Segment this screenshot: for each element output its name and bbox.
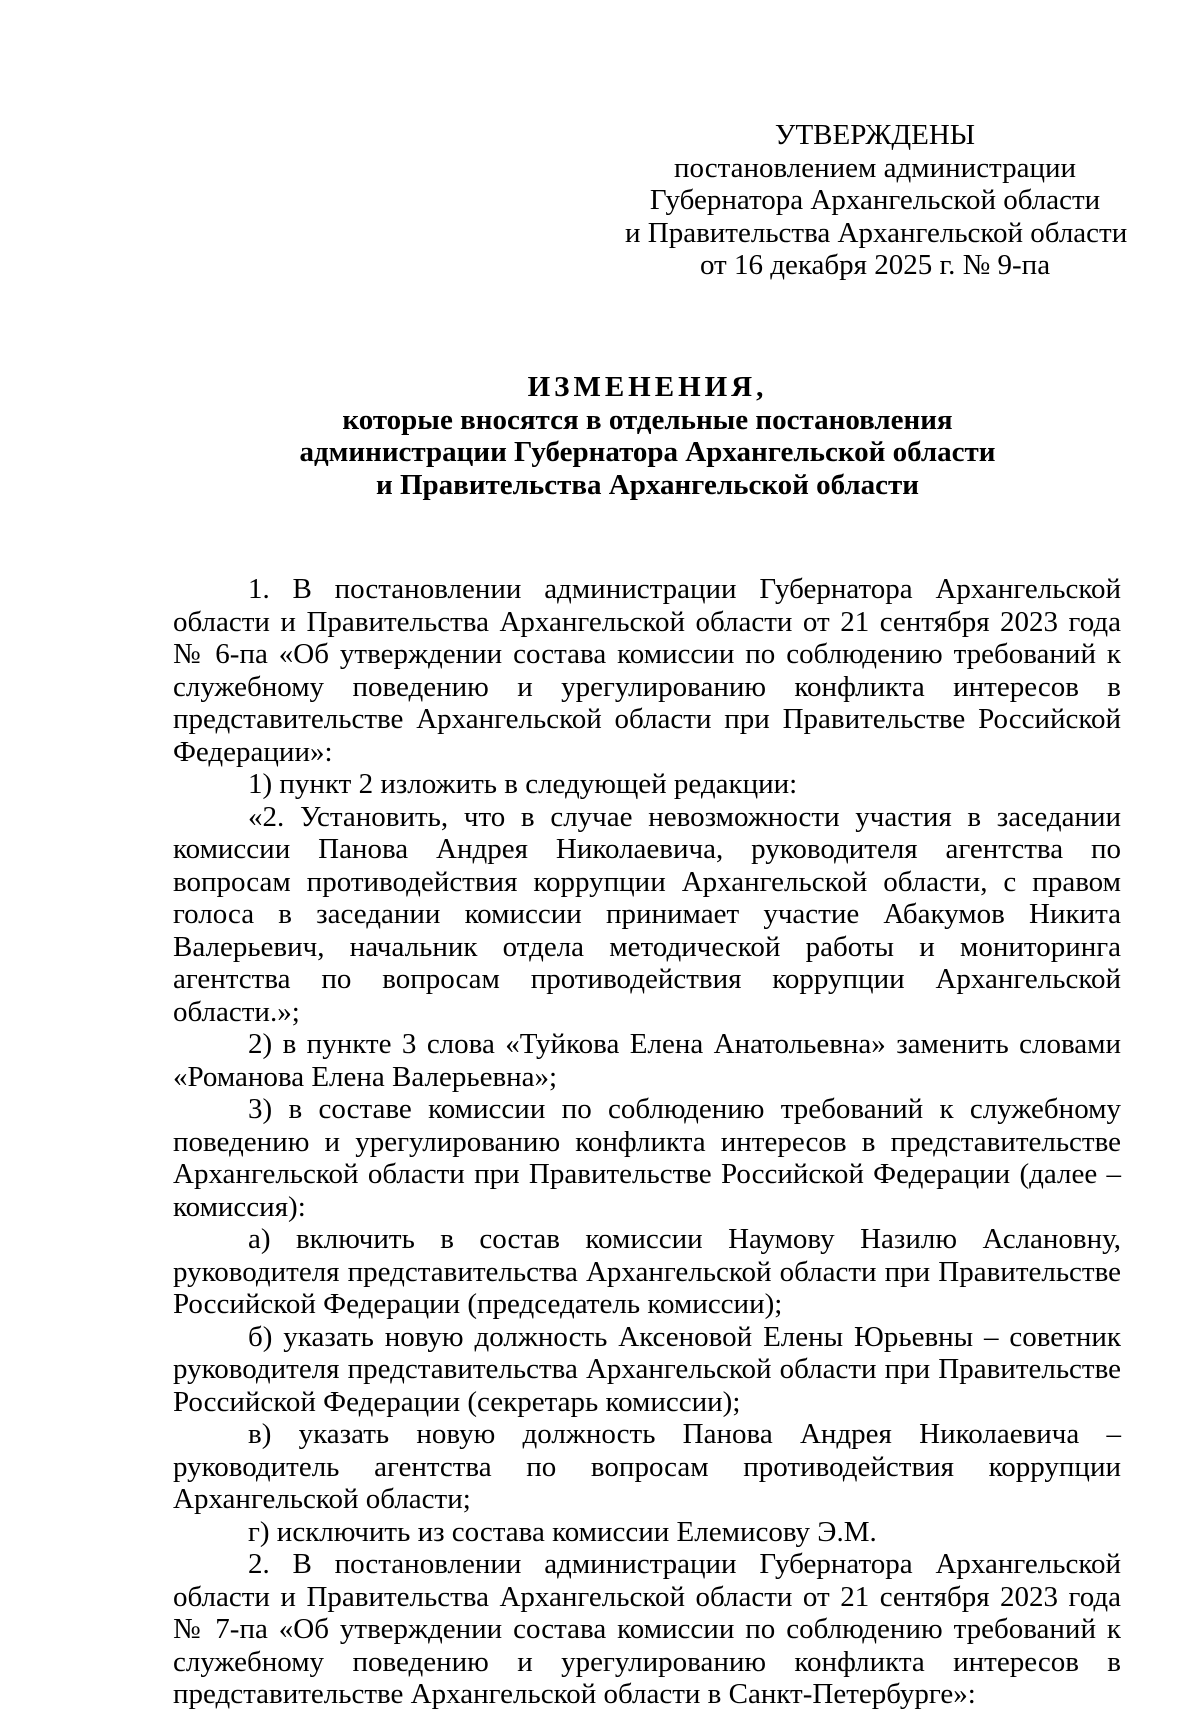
subitem-2: 2) в пункте 3 слова «Туйкова Елена Анатольевна» заменить словами «Романова Елена Валерьевна»; bbox=[173, 1028, 1121, 1093]
title-main: ИЗМЕНЕНИЯ, bbox=[527, 371, 768, 403]
approval-line: и Правительства Архангельской области bbox=[625, 216, 1128, 249]
subitem-3: 3) в составе комиссии по соблюдению требований к служебному поведению и урегулированию конфликта интересов в представительстве Архангельской области при Правительстве Российской Федерации (далее – комиссия): bbox=[173, 1093, 1121, 1223]
paragraph-item-2: 2. В постановлении администрации Губернатора Архангельской области и Правительства Архангельской области от 21 сентября 2023 года № 7-па «Об утверждении состава комиссии по соблюдению требований к служебному поведению и урегулированию конфликта интересов в представительстве Архангельской области в Санкт-Петербурге»: bbox=[173, 1548, 1121, 1710]
subitem-1: 1) пункт 2 изложить в следующей редакции: bbox=[248, 768, 798, 800]
document-body bbox=[173, 573, 1121, 1711]
title-line: которые вносятся в отдельные постановления bbox=[342, 403, 953, 436]
approval-line: постановлением администрации bbox=[673, 151, 1077, 184]
approval-stamp bbox=[625, 119, 1128, 282]
approval-date: от 16 декабря 2025 г. № 9-па bbox=[699, 249, 1051, 281]
title-line: и Правительства Архангельской области bbox=[376, 468, 919, 501]
approval-line: Губернатора Архангельской области bbox=[649, 184, 1101, 216]
document-title bbox=[170, 371, 1125, 501]
subitem-a: а) включить в состав комиссии Наумову Назилю Аслановну, руководителя представительства Архангельской области при Правительстве Российской Федерации (председатель комиссии); bbox=[173, 1223, 1121, 1320]
subitem-b: б) указать новую должность Аксеновой Елены Юрьевны – советник руководителя представительства Архангельской области при Правительстве Российской Федерации (секретарь комиссии); bbox=[173, 1320, 1121, 1418]
subitem-v: в) указать новую должность Панова Андрея Николаевича – руководитель агентства по вопросам противодействия коррупции Архангельской области; bbox=[173, 1418, 1121, 1515]
approval-heading: УТВЕРЖДЕНЫ bbox=[774, 119, 976, 151]
quoted-clause-2: «2. Установить, что в случае невозможности участия в заседании комиссии Панова Андрея Николаевича, руководителя агентства по вопросам противодействия коррупции Архангельской области, с правом голоса в заседании комиссии принимает участие Абакумов Никита Валерьевич, начальник отдела методической работы и мониторинга агентства по вопросам противодействия коррупции Архангельской области.»; bbox=[173, 800, 1121, 1028]
subitem-g: г) исключить из состава комиссии Елемисову Э.М. bbox=[248, 1515, 877, 1548]
title-line: администрации Губернатора Архангельской области bbox=[299, 436, 996, 468]
paragraph-item-1: 1. В постановлении администрации Губернатора Архангельской области и Правительства Архангельской области от 21 сентября 2023 года № 6-па «Об утверждении состава комиссии по соблюдению требований к служебному поведению и урегулированию конфликта интересов в представительстве Архангельской области при Правительстве Российской Федерации»: bbox=[173, 573, 1121, 768]
